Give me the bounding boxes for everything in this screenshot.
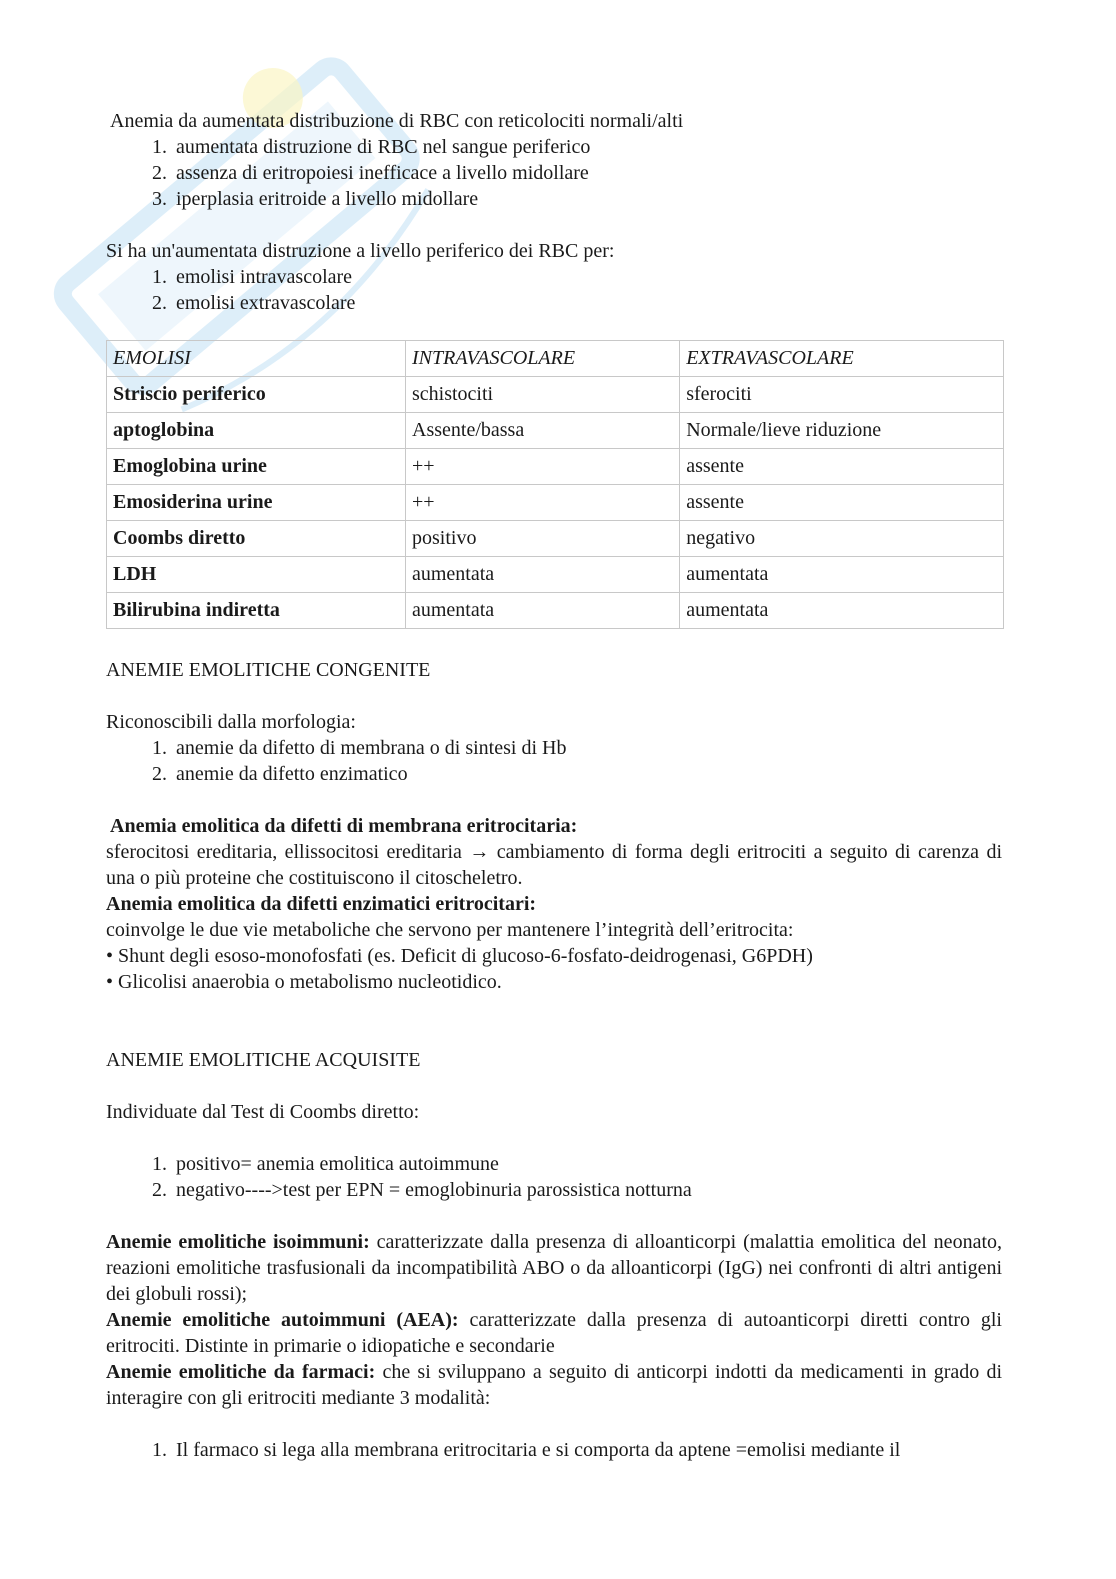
membrana-title: Anemia emolitica da difetti di membrana eritrocitaria: xyxy=(110,815,578,837)
bullet-item: • Glicolisi anaerobia o metabolismo nucleotidico. xyxy=(106,971,502,993)
list-item: 1. Il farmaco si lega alla membrana eritrocitaria e si comporta da aptene =emolisi mediante il xyxy=(172,1437,1002,1463)
table-header-cell: INTRAVASCOLARE xyxy=(406,341,680,377)
acquisite-intro: Individuate dal Test di Coombs diretto: xyxy=(106,1101,420,1123)
section1-title: Anemia da aumentata distribuzione di RBC con reticolociti normali/alti xyxy=(110,110,684,132)
table-cell: aumentata xyxy=(406,593,680,629)
table-cell: Coombs diretto xyxy=(107,521,406,557)
list-item: 1. aumentata distruzione di RBC nel sangue periferico xyxy=(172,134,1002,160)
acquisite-list xyxy=(106,1151,1002,1203)
list-item: 1. positivo= anemia emolitica autoimmune xyxy=(172,1151,1002,1177)
congenite-list xyxy=(106,735,1002,787)
table-cell: sferociti xyxy=(680,377,1004,413)
table-cell: aumentata xyxy=(680,557,1004,593)
table-cell: positivo xyxy=(406,521,680,557)
list-item: 2. assenza di eritropoiesi inefficace a livello midollare xyxy=(172,160,1002,186)
table-row xyxy=(107,485,1004,521)
table-row xyxy=(107,593,1004,629)
table-row xyxy=(107,557,1004,593)
list-item: 2. anemie da difetto enzimatico xyxy=(172,761,1002,787)
table-cell: assente xyxy=(680,485,1004,521)
section1-list xyxy=(106,134,1002,212)
table-row xyxy=(107,413,1004,449)
table-cell: negativo xyxy=(680,521,1004,557)
list-item: 1. anemie da difetto di membrana o di sintesi di Hb xyxy=(172,735,1002,761)
section2-list xyxy=(106,264,1002,316)
table-row xyxy=(107,449,1004,485)
table-cell: aumentata xyxy=(680,593,1004,629)
table-cell: Bilirubina indiretta xyxy=(107,593,406,629)
table-cell: assente xyxy=(680,449,1004,485)
bullet-item: • Shunt degli esoso-monofosfati (es. Deficit di glucoso-6-fosfato-deidrogenasi, G6PDH) xyxy=(106,945,813,967)
congenite-intro: Riconoscibili dalla morfologia: xyxy=(106,711,356,733)
table-cell: LDH xyxy=(107,557,406,593)
farmaci-paragraph: Anemie emolitiche da farmaci: che si sviluppano a seguito di anticorpi indotti da medicamenti in grado di interagire con gli eritrociti mediante 3 modalità: xyxy=(106,1361,1002,1409)
farmaci-title: Anemie emolitiche da farmaci: xyxy=(106,1361,376,1383)
table-cell: Emoglobina urine xyxy=(107,449,406,485)
membrana-text: sferocitosi ereditaria, ellissocitosi ereditaria → cambiamento di forma degli eritrociti a seguito di carenza di una o più proteine che costituiscono il citoscheletro. xyxy=(106,841,1002,889)
isoimmuni-paragraph: Anemie emolitiche isoimmuni: caratterizzate dalla presenza di alloanticorpi (malattia emolitica del neonato, reazioni emolitiche trasfusionali da incompatibilità ABO o da alloanticorpi (IgG) nei confronti di altri antigeni dei globuli rossi); xyxy=(106,1231,1002,1305)
autoimmuni-paragraph: Anemie emolitiche autoimmuni (AEA): caratterizzate dalla presenza di autoanticorpi diretti contro gli eritrociti. Distinte in primarie o idiopatiche e secondarie xyxy=(106,1309,1002,1357)
table-row xyxy=(107,521,1004,557)
list-item: 2. negativo---->test per EPN = emoglobinuria parossistica notturna xyxy=(172,1177,1002,1203)
autoimmuni-title: Anemie emolitiche autoimmuni (AEA): xyxy=(106,1309,459,1331)
list-item: 3. iperplasia eritroide a livello midollare xyxy=(172,186,1002,212)
congenite-heading: ANEMIE EMOLITICHE CONGENITE xyxy=(106,659,431,681)
table-row xyxy=(107,377,1004,413)
table-cell: schistociti xyxy=(406,377,680,413)
table-cell: Assente/bassa xyxy=(406,413,680,449)
enzimatici-text: coinvolge le due vie metaboliche che servono per mantenere l’integrità dell’eritrocita: xyxy=(106,919,794,941)
table-cell: aptoglobina xyxy=(107,413,406,449)
table-header-cell: EMOLISI xyxy=(107,341,406,377)
table-cell: Emosiderina urine xyxy=(107,485,406,521)
list-item: 2. emolisi extravascolare xyxy=(172,290,1002,316)
section2-intro: Si ha un'aumentata distruzione a livello periferico dei RBC per: xyxy=(106,240,615,262)
enzimatici-title: Anemia emolitica da difetti enzimatici eritrocitari: xyxy=(106,893,537,915)
acquisite-heading: ANEMIE EMOLITICHE ACQUISITE xyxy=(106,1049,421,1071)
table-header-cell: EXTRAVASCOLARE xyxy=(680,341,1004,377)
document-page xyxy=(106,108,1002,1463)
isoimmuni-title: Anemie emolitiche isoimmuni: xyxy=(106,1231,370,1253)
table-header-row xyxy=(107,341,1004,377)
emolisi-table xyxy=(106,340,1004,629)
modalita-list xyxy=(106,1437,1002,1463)
table-cell: ++ xyxy=(406,449,680,485)
list-item: 1. emolisi intravascolare xyxy=(172,264,1002,290)
table-cell: Striscio periferico xyxy=(107,377,406,413)
table-cell: Normale/lieve riduzione xyxy=(680,413,1004,449)
table-cell: ++ xyxy=(406,485,680,521)
table-cell: aumentata xyxy=(406,557,680,593)
